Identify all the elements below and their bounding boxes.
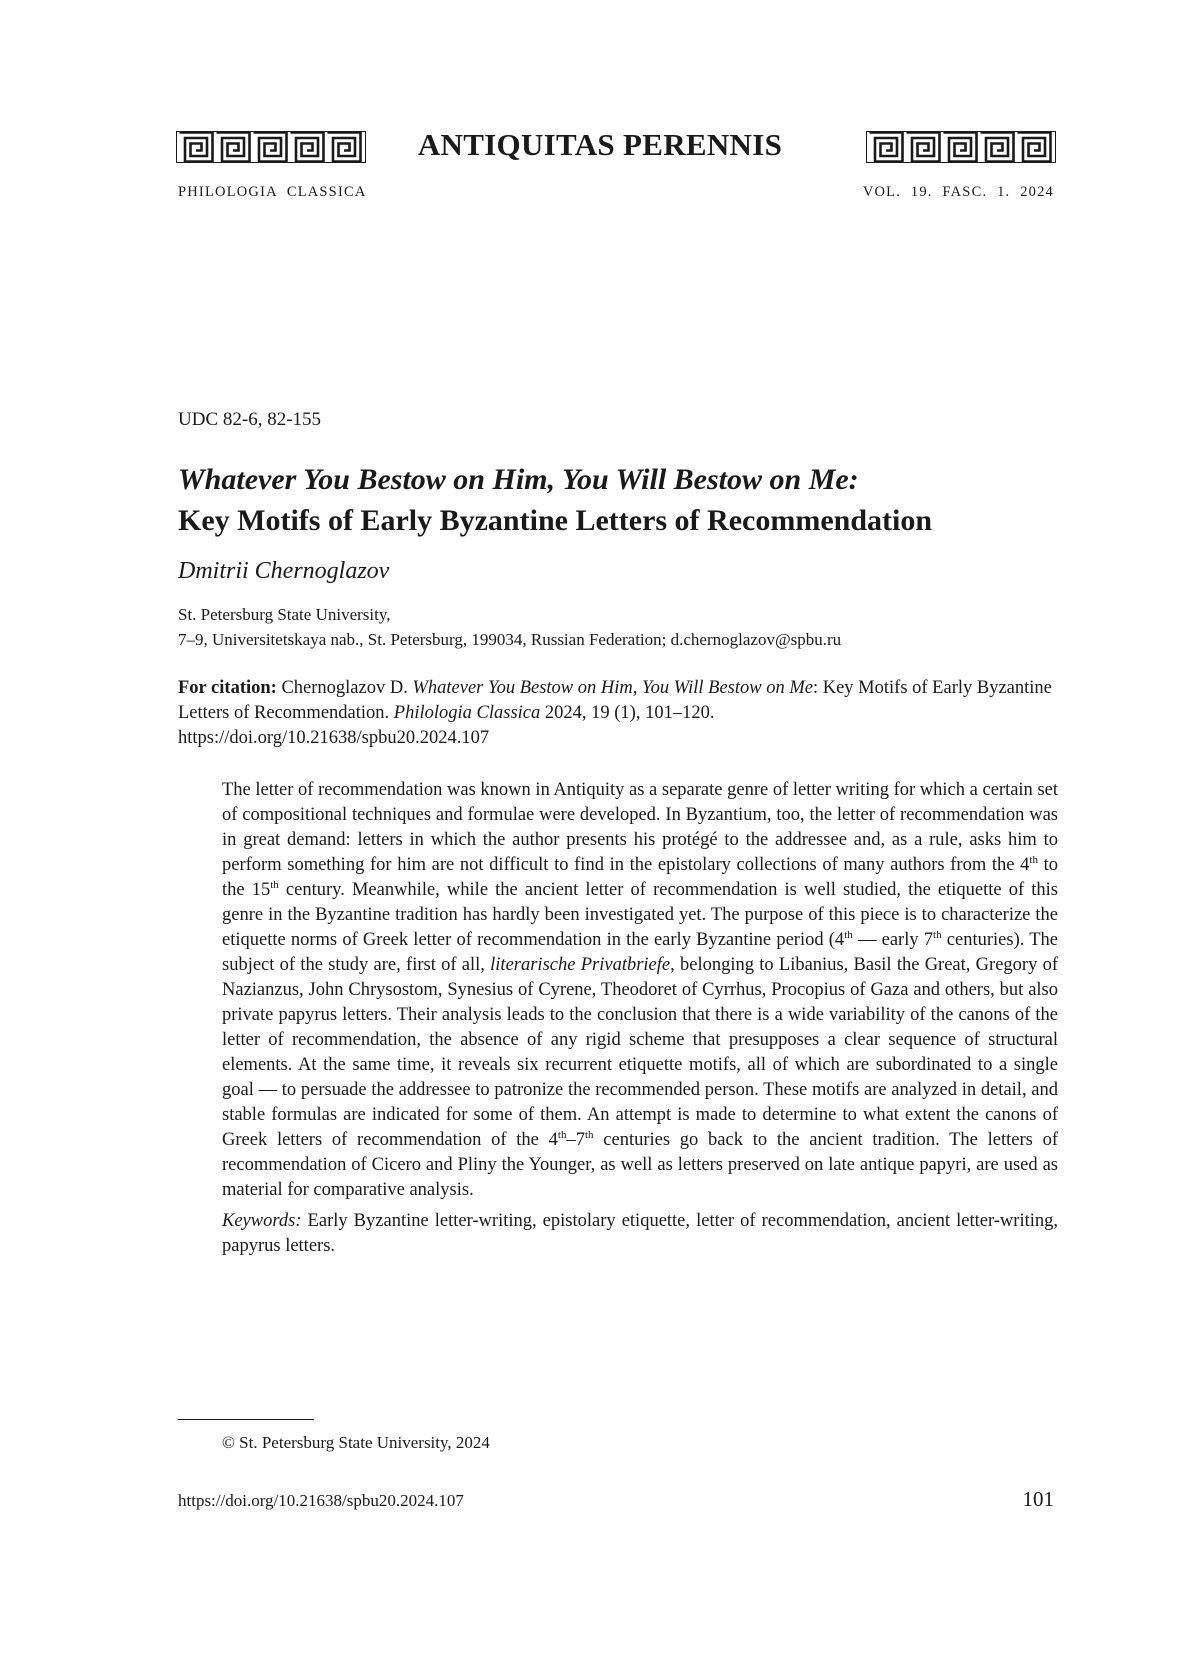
keywords-list: Early Byzantine letter-writing, epistolary etiquette, letter of recommendation, ancient letter-writing, papyrus letters. [222,1211,1058,1256]
series-label: PHILOLOGIA CLASSICA [178,184,367,200]
affiliation [178,602,841,652]
keywords [222,1209,1058,1259]
citation-journal: Philologia Classica [393,703,541,723]
udc-code: UDC 82-6, 82-155 [178,409,322,430]
citation-title-italic: Whatever You Bestow on Him, You Will Bestow on Me [412,678,813,698]
journal-title: ANTIQUITAS PERENNIS [417,127,783,162]
footer-doi-link[interactable]: https://doi.org/10.21638/spbu20.2024.107 [178,1491,464,1510]
abstract [222,778,1058,1259]
copyright-notice: © St. Petersburg State University, 2024 [222,1433,490,1452]
page-number: 101 [1022,1487,1054,1511]
volume-info: VOL. 19. FASC. 1. 2024 [862,184,1054,200]
citation-title-rest: : Key Motifs of Early Byzantine Letters of Recommendation. [178,678,1052,723]
citation-label: For citation: [178,678,277,698]
article-title-main: Key Motifs of Early Byzantine Letters of Recommendation [178,504,933,537]
abstract-text: The letter of recommendation was known in Antiquity as a separate genre of letter writing for which a certain set of compositional techniques and formulae were developed. In Byzantium, too, the letter of recommendation was in great demand: letters in which the author presents his protégé to the addressee and, as a rule, asks him to perform something for him are not difficult to find in the epistolary collections of many authors from the 4th to the 15th century. Meanwhile, while the ancient letter of recommendation is well studied, the etiquette of this genre in the Byzantine tradition has hardly been investigated yet. The purpose of this piece is to characterize the etiquette norms of Greek letter of recommendation in the early Byzantine period (4th — early 7th centuries). The subject of the study are, first of all, literarische Privatbriefe, belonging to Libanius, Basil the Great, Gregory of Nazianzus, John Chrysostom, Synesius of Cyrene, Theodoret of Cyrrhus, Procopius of Gaza and others, but also private papyrus letters. Their analysis leads to the conclusion that there is a wide variability of the canons of the letter of recommendation, the absence of any rigid scheme that presupposes a clear sequence of structural elements. At the same time, it reveals six recurrent etiquette motifs, all of which are subordinated to a single goal — to persuade the addressee to patronize the recommended person. These motifs are analyzed in detail, and stable formulas are indicated for some of them. An attempt is made to determine to what extent the canons of Greek letters of recommendation of the 4th–7th centuries go back to the ancient tradition. The letters of recommendation of Cicero and Pliny the Younger, as well as letters preserved on late antique papyri, are used as material for comparative analysis. [222,780,1059,1200]
affiliation-line: 7–9, Universitetskaya nab., St. Petersburg, 199034, Russian Federation; d.chernoglazov@spbu.ru [178,630,842,649]
citation-block [178,676,1058,751]
keywords-label: Keywords: [222,1211,302,1231]
affiliation-line: St. Petersburg State University, [178,605,391,624]
citation-details: 2024, 19 (1), 101–120. [544,703,715,723]
article-title-italic: Whatever You Bestow on Him, You Will Bestow on Me: [178,463,859,496]
citation-doi-link[interactable]: https://doi.org/10.21638/spbu20.2024.107 [178,728,490,748]
greek-meander-icon [866,131,1056,163]
article-title [178,459,1058,541]
author-name: Dmitrii Chernoglazov [178,558,390,584]
citation-author: Chernoglazov D. [281,678,408,698]
footnote-divider [178,1419,314,1420]
